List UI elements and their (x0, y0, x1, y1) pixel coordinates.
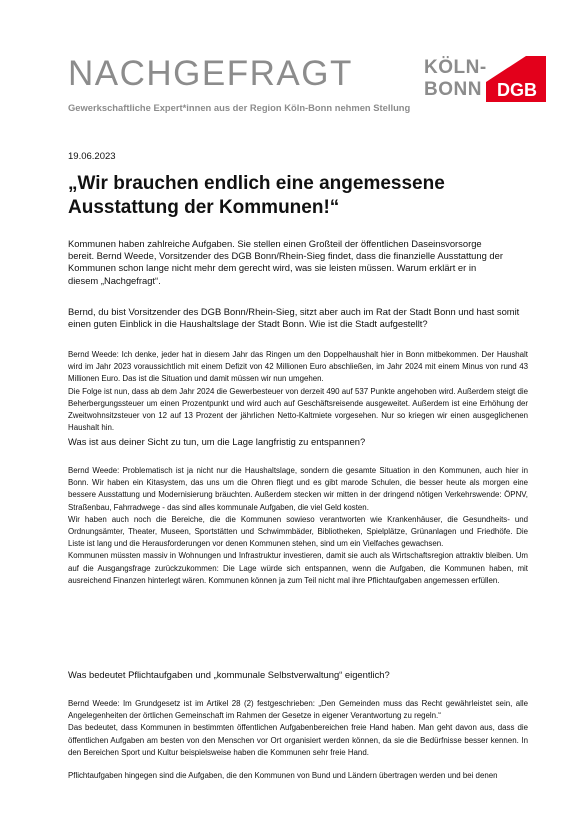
answer-paragraph: Bernd Weede: Ich denke, jeder hat in diesem Jahr das Ringen um den Doppelhaushalt hier in Bonn mitbekommen. Der Haushalt wird im Jahr 2023 voraussichtlich mit einem Defizit von 42 Millionen Euro abschließen, im Jahr 2024 mit einem Minus von rund 43 Millionen Euro. Das ist die Situation und damit müssen wir nun umgehen. (68, 350, 528, 384)
interview-question-2: Was ist aus deiner Sicht zu tun, um die Lage langfristig zu entspannen? (68, 436, 366, 447)
dgb-koeln-bonn-logo (424, 56, 548, 104)
answer-paragraph: Die Folge ist nun, dass ab dem Jahr 2024 die Gewerbesteuer von derzeit 490 auf 537 Punkte angehoben wird. Außerdem steigt die Beherbergungssteuer um einen Prozentpunkt und wird auch auf Geschäftsreisende ausgeweitet. Außerdem ist eine Erhöhung der Zweitwohnsitzsteuer von 12 auf 13 Prozent der jährlichen Netto-Kaltmiete vorgesehen. Nur so kriegen wir einen ausgeglichenen Haushalt hin. (68, 386, 528, 433)
answer-paragraph: Das bedeutet, dass Kommunen in bestimmten öffentlichen Aufgabenbereichen freie Hand haben. Man geht davon aus, dass die öffentlichen Aufgaben am besten von den Menschen vor Ort organisiert werden können, da sie die Bedürfnisse besser kennen. In den Bereichen Sport und Kultur beispielsweise haben die Kommunen sehr freie Hand. (68, 723, 528, 757)
article-intro: Kommunen haben zahlreiche Aufgaben. Sie stellen einen Großteil der öffentlichen Daseinsvorsorge bereit. Bernd Weede, Vorsitzender des DGB Bonn/Rhein-Sieg findet, dass die finanzielle Ausstattung der Kommunen schon lange nicht mehr dem gerecht wird, was sie leisten müssen. Warum erklärt er in diesem „Nachgefragt“. (68, 238, 503, 286)
page-subtitle: Gewerkschaftliche Expert*innen aus der Region Köln-Bonn nehmen Stellung (68, 102, 411, 113)
interview-answer-4 (68, 770, 528, 782)
interview-answer-3 (68, 698, 528, 759)
answer-paragraph: Wir haben auch noch die Bereiche, die die Kommunen sowieso verantworten wie Krankenhäuser, die Gesundheits- und Ordnungsämter, Theater, Museen, Sportstätten und Schwimmbäder, Bibliotheken, Spielplätze, Grünanlagen und Friedhöfe. Die Liste ist lang und die Herausforderungen vor denen Kommunen stehen, sind um ein Vielfaches gewachsen. (68, 514, 528, 549)
logo-text-dgb: DGB (497, 80, 537, 100)
article-headline: „Wir brauchen endlich eine angemessene Ausstattung der Kommunen!“ (68, 173, 445, 218)
interview-question-3: Was bedeutet Pflichtaufgaben und „kommunale Selbstverwaltung“ eigentlich? (68, 669, 390, 680)
answer-paragraph: Kommunen müssten massiv in Wohnungen und Infrastruktur investieren, damit sie auch als Wirtschaftsregion attraktiv bleiben. Um auf die Ausgangsfrage zurückzukommen: Die Lage würde sich entspannen, wenn die Aufgaben, die Kommunen haben, mit ausreichend Finanzen hinterlegt wären. Kommunen können ja zum Teil nicht mal ihre Pflichtaufgaben angemessen erfüllen. (68, 551, 528, 585)
interview-answer-1 (68, 349, 528, 434)
page-title: NACHGEFRAGT (68, 54, 353, 93)
interview-question-1: Bernd, du bist Vorsitzender des DGB Bonn/Rhein-Sieg, sitzt aber auch im Rat der Stadt Bonn und hast somit einen guten Einblick in die Haushaltslage der Stadt Bonn. Wie ist die Stadt aufgestellt? (68, 306, 520, 330)
answer-paragraph: Bernd Weede: Problematisch ist ja nicht nur die Haushaltslage, sondern die gesamte Situation in den Kommunen, auch hier in Bonn. Wir haben ein Kitasystem, das uns um die Ohren fliegt und es gibt marode Schulen, die besser heute als morgen eine bessere Ausstattung und Modernisierung bräuchten. Außerdem stecken wir mitten in der dringend nötigen Verkehrswende: ÖPNV, Straßenbau, Fahrradwege - das sind alles kommunale Aufgaben, die viel Geld kosten. (68, 466, 528, 512)
logo-text-koeln: KÖLN- (424, 57, 487, 78)
answer-paragraph: Bernd Weede: Im Grundgesetz ist im Artikel 28 (2) festgeschrieben: „Den Gemeinden muss das Recht gewährleistet sein, alle Angelegenheiten der örtlichen Gemeinschaft im Rahmen der Gesetze in eigener Verantwortung zu regeln.“ (68, 699, 528, 721)
interview-answer-2 (68, 465, 528, 587)
answer-paragraph: Pflichtaufgaben hingegen sind die Aufgaben, die den Kommunen von Bund und Ländern übertragen werden und bei denen (68, 771, 498, 780)
article-date: 19.06.2023 (68, 151, 116, 162)
logo-text-bonn: BONN (424, 79, 482, 100)
